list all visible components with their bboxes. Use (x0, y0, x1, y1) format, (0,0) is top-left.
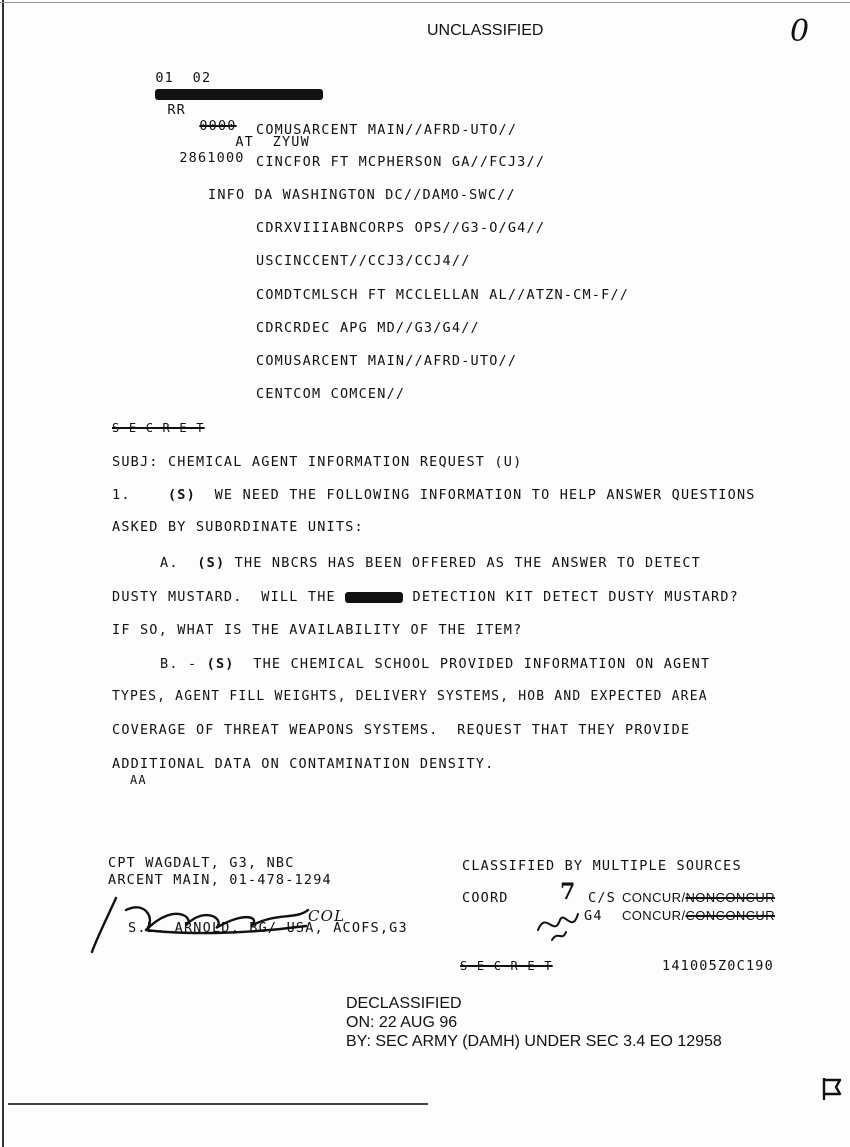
declass-line-3: BY: SEC ARMY (DAMH) UNDER SEC 3.4 EO 12958 (346, 1033, 722, 1050)
classification-mark-handwritten: (S) (206, 656, 235, 672)
concur-label: CONCUR/ (622, 908, 686, 923)
secret-marking-struck: S E C R E T (112, 421, 205, 435)
redaction-bar (155, 89, 323, 100)
scan-edge-left (2, 0, 4, 1147)
classification-top: UNCLASSIFIED (427, 22, 544, 39)
date-time-group: 141005Z0C190 (662, 958, 774, 974)
paragraph-a-line-1 (160, 555, 701, 571)
subject-line: SUBJ: CHEMICAL AGENT INFORMATION REQUEST (U) (112, 454, 523, 470)
classification-mark-handwritten: (S) (197, 555, 226, 571)
secret-marking-struck-bottom: S E C R E T (460, 959, 553, 973)
paragraph-text: DETECTION KIT DETECT DUSTY MUSTARD? (412, 589, 740, 605)
nonconcur-struck: CONCONCUR (685, 908, 776, 923)
paragraph-1-line-2: ASKED BY SUBORDINATE UNITS: (112, 519, 364, 535)
paragraph-number: 1. (112, 487, 131, 503)
paragraph-number: A. (160, 555, 179, 571)
page-mark-handwritten: 0 (790, 14, 810, 49)
addressee-line: COMUSARCENT MAIN//AFRD-UTO// (256, 122, 518, 138)
addressee-line: CENTCOM COMCEN// (256, 386, 406, 402)
header-line-part3: 0000 (199, 118, 237, 134)
handwritten-initial: 7 (560, 879, 577, 905)
header-line-part5: 2861000 (179, 150, 245, 166)
flag-icon (820, 1076, 844, 1102)
concur-line-2 (622, 908, 775, 924)
classification-mark-handwritten: (S) (167, 487, 196, 503)
declass-line-1: DECLASSIFIED (346, 995, 462, 1012)
header-line-part1: 01 02 (155, 70, 212, 86)
poc-line-2: ARCENT MAIN, 01-478-1294 (108, 872, 332, 888)
addressee-line: COMDTCMLSCH FT MCCLELLAN AL//ATZN-CM-F// (256, 287, 630, 303)
paragraph-a-line-3: IF SO, WHAT IS THE AVAILABILITY OF THE ITEM? (112, 622, 523, 638)
coord-g4: G4 (584, 908, 603, 924)
addressee-line: USCINCCENT//CCJ3/CCJ4// (256, 253, 471, 269)
signer-block: S.L. ARNOLD, BG/ USA, ACOFS,G3 (128, 920, 408, 936)
paragraph-b-line-4: ADDITIONAL DATA ON CONTAMINATION DENSITY. (112, 756, 495, 772)
paragraph-text: THE NBCRS HAS BEEN OFFERED AS THE ANSWER TO DETECT (234, 555, 702, 571)
addressee-line: CINCFOR FT MCPHERSON GA//FCJ3// (256, 154, 546, 170)
handwritten-rank: COL (308, 907, 346, 925)
redaction-bar (345, 592, 403, 603)
classified-by: CLASSIFIED BY MULTIPLE SOURCES (462, 858, 742, 874)
poc-line-1: CPT WAGDALT, G3, NBC (108, 855, 295, 871)
operator-initials: AA (130, 773, 147, 787)
scan-edge-top (0, 2, 850, 3)
addressee-line: CDRCRDEC APG MD//G3/G4// (256, 320, 480, 336)
addressee-line: CDRXVIIIABNCORPS OPS//G3-O/G4// (256, 220, 546, 236)
paragraph-b-line-3: COVERAGE OF THREAT WEAPONS SYSTEMS. REQUEST THAT THEY PROVIDE (112, 722, 691, 738)
paragraph-b-line-1: B. - (S) THE CHEMICAL SCHOOL PROVIDED INFORMATION ON AGENT (160, 656, 711, 672)
paragraph-number: B. (160, 656, 179, 672)
paragraph-a-line-2 (112, 589, 739, 605)
coord-label: COORD (462, 890, 509, 906)
addressee-line: COMUSARCENT MAIN//AFRD-UTO// (256, 353, 518, 369)
declass-line-2: ON: 22 AUG 96 (346, 1014, 458, 1031)
coord-cs: C/S (588, 890, 616, 906)
paragraph-text: WE NEED THE FOLLOWING INFORMATION TO HELP ANSWER QUESTIONS (214, 487, 756, 503)
header-line-part4: AT ZYUW (235, 134, 310, 150)
paragraph-1-line-1 (112, 487, 756, 503)
header-line-part2: RR (167, 102, 186, 118)
paragraph-b-line-2: TYPES, AGENT FILL WEIGHTS, DELIVERY SYSTEMS, HOB AND EXPECTED AREA (112, 689, 708, 704)
paragraph-text: DUSTY MUSTARD. WILL THE (112, 589, 336, 605)
nonconcur-struck: NONCONCUR (685, 890, 776, 905)
handwritten-initials-scribble (532, 900, 586, 944)
paragraph-text: THE CHEMICAL SCHOOL PROVIDED INFORMATION ON AGENT (253, 656, 711, 672)
concur-label: CONCUR/ (622, 890, 686, 905)
concur-line-1 (622, 890, 775, 906)
scan-edge-bottom (8, 1103, 428, 1105)
addressee-line-info: INFO DA WASHINGTON DC//DAMO-SWC// (208, 187, 516, 203)
